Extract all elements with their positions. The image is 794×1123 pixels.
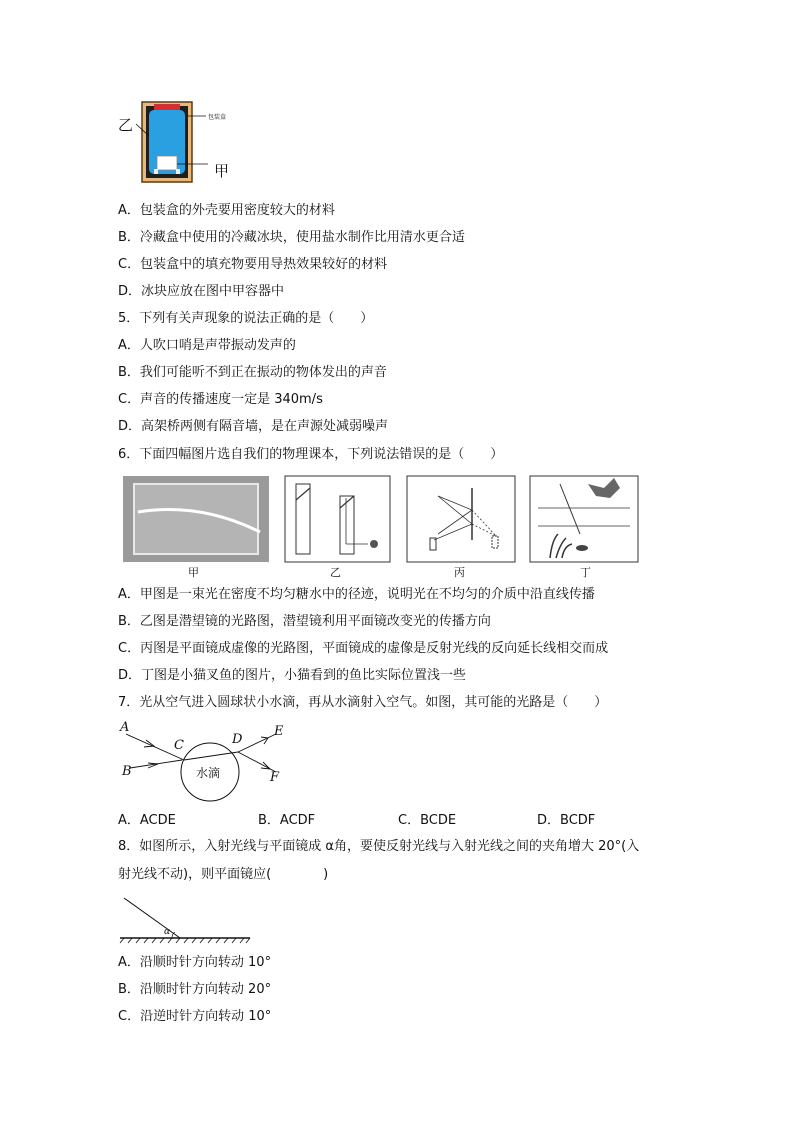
q6-option-c: C．丙图是平面镜成虚像的光路图，平面镜成的虚像是反射光线的反向延长线相交而成: [118, 641, 609, 656]
q6-option-b: B．乙图是潜望镜的光路图，潜望镜利用平面镜改变光的传播方向: [118, 614, 491, 629]
water-drop-label: 水滴: [196, 766, 221, 780]
q7-options: [0, 812, 794, 830]
q5-option-c: C．声音的传播速度一定是 340m/s: [118, 392, 323, 407]
q8-option-a: A．沿顺时针方向转动 10°: [118, 955, 272, 970]
mirror-drawing: [118, 888, 258, 948]
label-yi: 乙: [118, 116, 134, 134]
point-c-label: C: [174, 738, 184, 753]
caption-ding: 丁: [580, 566, 591, 579]
q7-option-a: A．ACDE: [118, 813, 176, 828]
point-a-label: A: [120, 720, 130, 735]
q6-figures: [120, 474, 640, 580]
q6-stem: 6．下面四幅图片选自我们的物理课本，下列说法错误的是（ ）: [118, 447, 504, 462]
label-jia: 甲: [214, 162, 230, 180]
q8-option-b: B．沿顺时针方向转动 20°: [118, 982, 272, 997]
q5-option-b: B．我们可能听不到正在振动的物体发出的声音: [118, 365, 387, 380]
q7-stem: 7．光从空气进入圆球状小水滴，再从水滴射入空气。如图，其可能的光路是（ ）: [118, 695, 608, 710]
angle-alpha-label: α: [164, 927, 171, 937]
water-drop-drawing: [118, 720, 288, 802]
caption-bing: 丙: [454, 566, 465, 579]
q8-option-c: C．沿逆时针方向转动 10°: [118, 1009, 272, 1024]
point-e-label: E: [274, 724, 284, 739]
q6-option-a: A．甲图是一束光在密度不均匀糖水中的径迹，说明光在不均匀的介质中沿直线传播: [118, 587, 595, 602]
q4-option-a: A．包装盒的外壳要用密度较大的材料: [118, 203, 335, 218]
q7-option-d: D．BCDF: [537, 813, 596, 828]
point-d-label: D: [232, 732, 243, 747]
q7-option-c: C．BCDE: [398, 813, 457, 828]
q4-option-b: B．冷藏盒中使用的冷藏冰块，使用盐水制作比用清水更合适: [118, 230, 465, 245]
caption-jia: 甲: [188, 566, 199, 579]
q4-option-d: D．冰块应放在图中甲容器中: [118, 284, 285, 299]
water-drop-figure: [118, 720, 288, 802]
q6-option-d: D．丁图是小猫叉鱼的图片，小猫看到的鱼比实际位置浅一些: [118, 668, 467, 683]
mirror-figure: [118, 888, 258, 948]
q5-option-d: D．高架桥两侧有隔音墙，是在声源处减弱噪声: [118, 419, 389, 434]
point-f-label: F: [270, 770, 280, 785]
point-b-label: B: [122, 764, 132, 779]
caption-yi: 乙: [330, 566, 341, 579]
q4-option-c: C．包装盒中的填充物要用导热效果较好的材料: [118, 257, 388, 272]
q5-option-a: A．人吹口哨是声带振动发声的: [118, 338, 296, 353]
q8-stem-line2: 射光线不动)，则平面镜应( ): [118, 867, 329, 882]
packaging-box-figure: [118, 96, 248, 186]
q5-stem: 5．下列有关声现象的说法正确的是（ ）: [118, 311, 374, 326]
q7-option-b: B．ACDF: [258, 813, 316, 828]
label-box: 包装盒: [208, 114, 227, 121]
q8-stem-line1: 8．如图所示，入射光线与平面镜成 α角，要使反射光线与入射光线之间的夹角增大 20°(入: [118, 839, 640, 854]
